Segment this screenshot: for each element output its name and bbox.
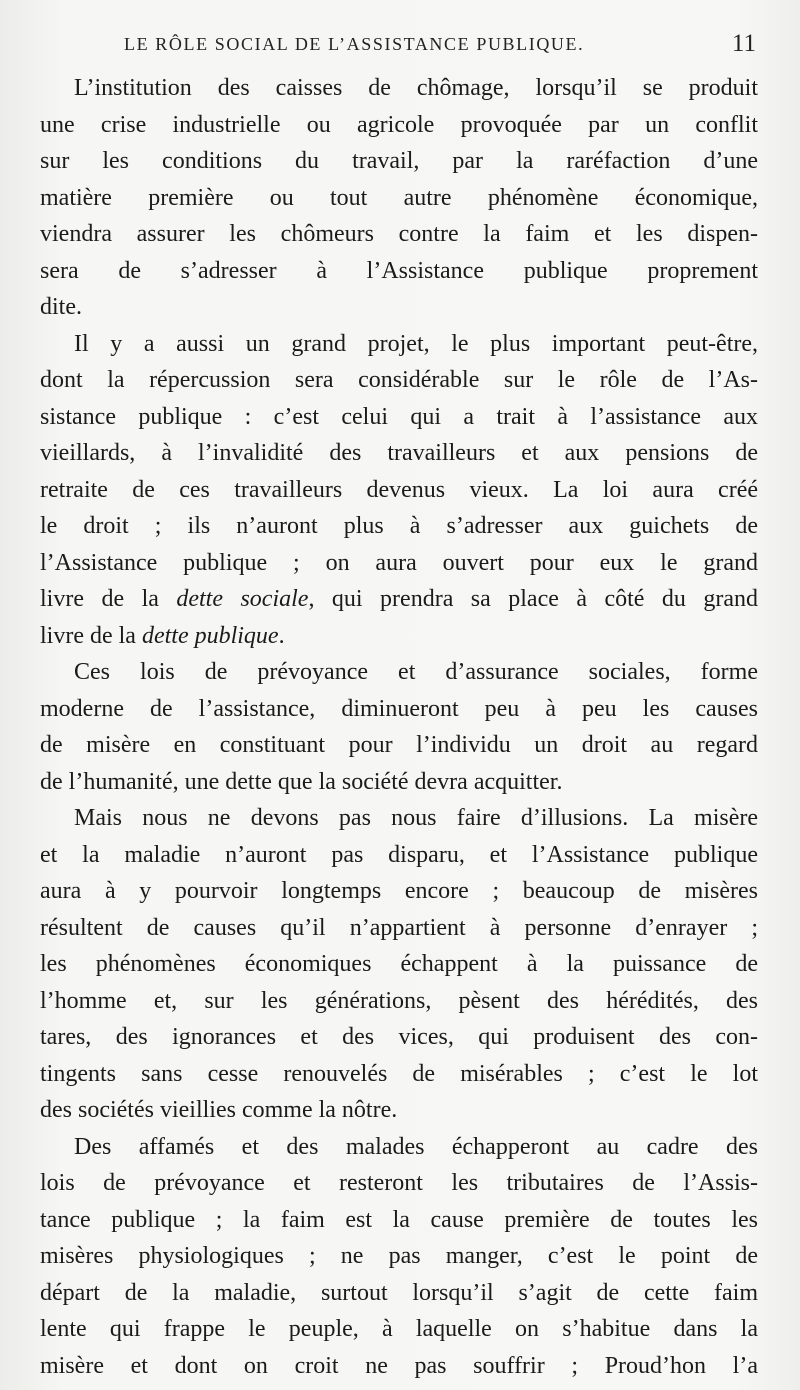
text-line: viendra assurer les chômeurs contre la faim et les dispen- — [40, 221, 758, 247]
text-line: Des affamés et des malades échapperont au cadre des — [74, 1133, 758, 1160]
text-line: misères physiologiques ; ne pas manger, c’est le point de — [40, 1243, 758, 1269]
text-line: vieillards, à l’invalidité des travailleurs et aux pensions de — [40, 440, 758, 466]
text-line: de l’humanité, une dette que la société devra acquitter. — [40, 768, 563, 795]
text-line: résultent de causes qu’il n’appartient à personne d’enrayer ; — [40, 914, 758, 941]
text-line-italic — [40, 581, 758, 618]
text-line: sera de s’adresser à l’Assistance publique proprement — [40, 257, 758, 284]
text-line: le droit ; ils n’auront plus à s’adresser aux guichets de — [40, 513, 758, 539]
text-line: matière première ou tout autre phénomène économique, — [40, 184, 758, 211]
page-header — [40, 30, 756, 64]
text-line: sistance publique : c’est celui qui a trait à l’assistance aux — [40, 403, 758, 430]
italic-phrase: dette publique — [141, 622, 279, 649]
italic-phrase: dette sociale — [176, 586, 309, 612]
text-line: l’homme et, sur les générations, pèsent des hérédités, des — [40, 987, 758, 1014]
text-line: tance publique ; la faim est la cause première de toutes les — [40, 1206, 758, 1233]
text-line: dite. — [40, 294, 82, 320]
text-line: Mais nous ne devons pas nous faire d’illusions. La misère — [74, 805, 758, 831]
text-line: et la maladie n’auront pas disparu, et l’Assistance publique — [40, 841, 758, 868]
running-title: LE RÔLE SOCIAL DE L’ASSISTANCE PUBLIQUE. — [124, 34, 585, 54]
text-line-italic — [40, 618, 758, 655]
text-line: tares, des ignorances et des vices, qui produisent des con- — [40, 1024, 758, 1050]
text-line: sur les conditions du travail, par la raréfaction d’une — [40, 148, 758, 174]
text-line: tingents sans cesse renouvelés de misérables ; c’est le lot — [40, 1060, 758, 1087]
text-segment: livre de la — [40, 586, 177, 612]
text-line: L’institution des caisses de chômage, lorsqu’il se produit — [74, 75, 758, 101]
text-segment: , qui prendra sa place à côté du grand — [308, 586, 758, 612]
page-number: 11 — [731, 30, 756, 57]
text-line: de misère en constituant pour l’individu un droit au regard — [40, 732, 758, 758]
text-line: aura à y pourvoir longtemps encore ; beaucoup de misères — [40, 878, 758, 904]
text-line: retraite de ces travailleurs devenus vieux. La loi aura créé — [40, 476, 758, 503]
body-text — [40, 70, 758, 1384]
text-line: une crise industrielle ou agricole provoquée par un conflit — [40, 111, 758, 138]
text-line: départ de la maladie, surtout lorsqu’il s’agit de cette faim — [40, 1279, 758, 1306]
text-line: lois de prévoyance et resteront les tributaires de l’Assis- — [40, 1170, 758, 1196]
text-segment: livre de la — [40, 622, 142, 649]
text-segment: . — [278, 622, 285, 649]
text-line: dont la répercussion sera considérable sur le rôle de l’As- — [40, 367, 758, 393]
text-line: moderne de l’assistance, diminueront peu à peu les causes — [40, 695, 758, 722]
text-line: lente qui frappe le peuple, à laquelle on s’habitue dans la — [40, 1316, 758, 1342]
text-line: Il y a aussi un grand projet, le plus important peut-être, — [74, 330, 758, 357]
text-line: Ces lois de prévoyance et d’assurance sociales, forme — [74, 659, 758, 685]
text-line: l’Assistance publique ; on aura ouvert pour eux le grand — [40, 549, 758, 576]
text-line: des sociétés vieillies comme la nôtre. — [40, 1097, 398, 1123]
text-line: misère et dont on croit ne pas souffrir ; Proud’hon l’a — [40, 1352, 758, 1379]
text-line: les phénomènes économiques échappent à la puissance de — [40, 951, 758, 977]
